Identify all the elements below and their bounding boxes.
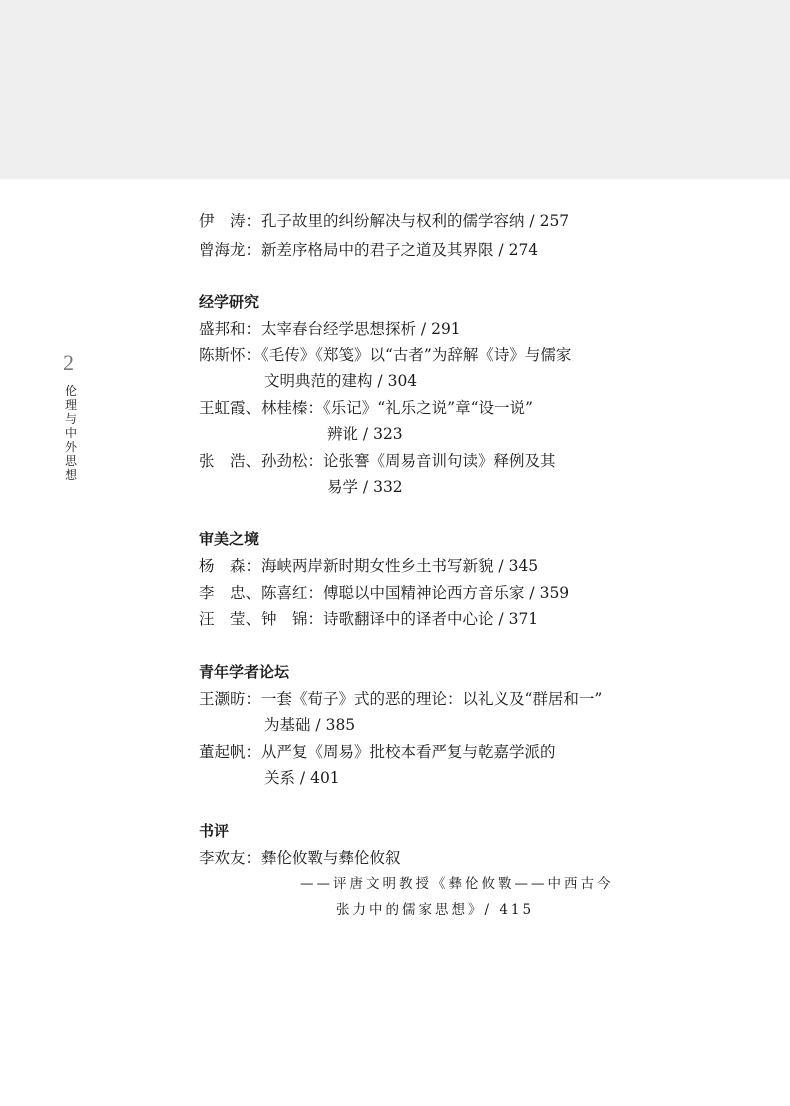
- page-number: 2: [63, 350, 74, 375]
- toc-entry: 张力中的儒家思想》/ 415: [336, 902, 535, 918]
- toc-entry: 王灏昉：一套《荀子》式的恶的理论：以礼义及“群居和一”: [199, 690, 603, 708]
- toc-entry: 为基础 / 385: [264, 716, 356, 734]
- toc-entry: 陈斯怀：《毛传》《郑笺》以“古者”为辞解《诗》与儒家: [199, 346, 572, 364]
- toc-entry: 汪 莹、钟 锦：诗歌翻译中的译者中心论 / 371: [199, 610, 539, 628]
- toc-entry: ——评唐文明教授《彝伦攸斁——中西古今: [300, 876, 614, 892]
- toc-entry: 文明典范的建构 / 304: [264, 372, 418, 390]
- toc-entry: 李 忠、陈喜红：傅聪以中国精神论西方音乐家 / 359: [199, 584, 570, 602]
- top-gray-band: [0, 0, 790, 179]
- toc-entry: 李欢友：彝伦攸斁与彝伦攸叙: [199, 849, 401, 867]
- toc-entry: 辨讹 / 323: [327, 425, 403, 443]
- toc-entry: 王虹霞、林桂榛：《乐记》“礼乐之说”章“设一说”: [199, 399, 533, 417]
- toc-entry: 关系 / 401: [264, 769, 340, 787]
- toc-entry: 盛邦和：太宰春台经学思想探析 / 291: [199, 320, 461, 338]
- section-heading: 经学研究: [199, 293, 260, 311]
- toc-entry: 董起帆：从严复《周易》批校本看严复与乾嘉学派的: [199, 743, 556, 761]
- toc-entry: 张 浩、孙劲松：论张謇《周易音训句读》释例及其: [199, 452, 556, 470]
- running-title: 伦 理 与 中 外 思 想: [65, 384, 78, 482]
- toc-entry: 易学 / 332: [327, 478, 403, 496]
- section-heading: 青年学者论坛: [199, 663, 290, 681]
- section-heading: 审美之境: [199, 530, 260, 548]
- toc-entry: 杨 森：海峡两岸新时期女性乡土书写新貌 / 345: [199, 557, 539, 575]
- toc-entry: 伊 涛：孔子故里的纠纷解决与权利的儒学容纳 / 257: [199, 212, 570, 230]
- section-heading: 书评: [199, 822, 230, 840]
- toc-entry: 曾海龙：新差序格局中的君子之道及其界限 / 274: [199, 241, 539, 259]
